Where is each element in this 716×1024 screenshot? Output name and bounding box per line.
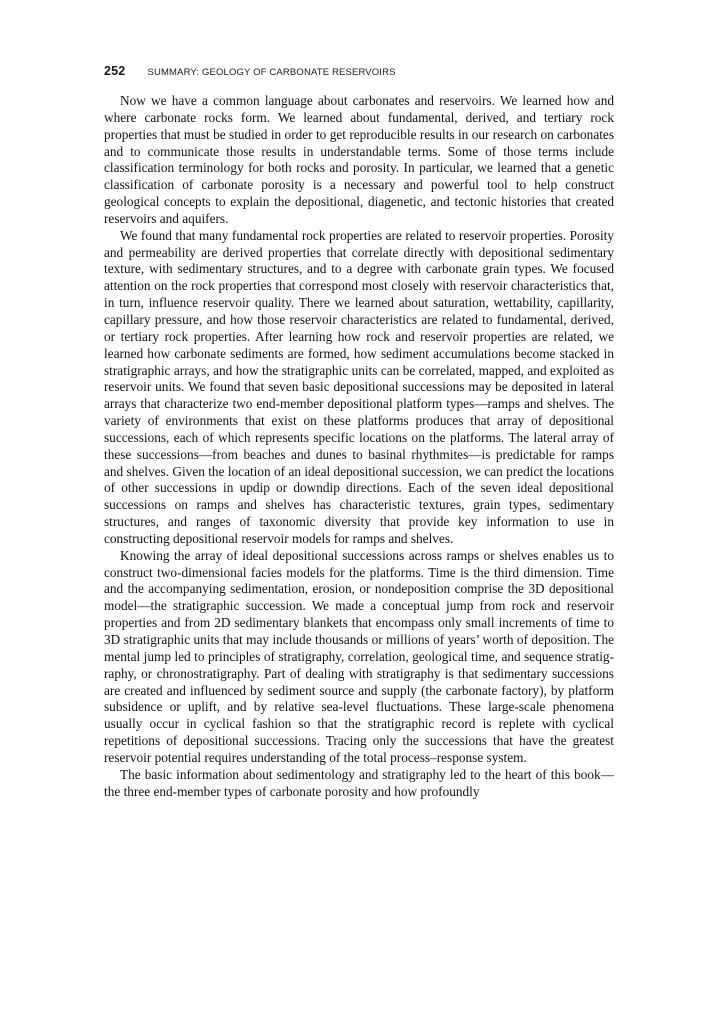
paragraph-2: We found that many fundamental rock properties are related to reservoir properties. Porosity and permeability are derived properties that correlate directly with depositional sedimentary texture, with sedimentary structures, and to a degree with carbonate grain types. We focused attention on the rock properties that correspond most closely with reservoir characteristics that, in turn, influence reservoir quality. There we learned about saturation, wettability, capillarity, capillary pressure, and how those reservoir characteristics are related to fundamental, derived, or tertiary rock properties. After learning how rock and reservoir properties are related, we learned how carbonate sediments are formed, how sediment accumulations become stacked in stratigraphic arrays, and how the stratigraphic units can be correlated, mapped, and exploited as reservoir units. We found that seven basic depositional successions may be deposited in lateral arrays that characterize two end-member depositional platform types—ramps and shelves. The variety of environments that exist on these platforms produces that array of depositional successions, each of which represents specific locations on the platforms. The lateral array of these successions—from beaches and dunes to basinal rhythmites—is predictable for ramps and shelves. Given the location of an ideal depositional succession, we can predict the locations of other successions in updip or downdip directions. Each of the seven ideal depositional successions on ramps and shelves has characteristic textures, grain types, sedimentary structures, and ranges of taxonomic diversity that provide key information to use in constructing depositional reservoir models for ramps and shelves. (104, 227, 614, 546)
paragraph-1: Now we have a common language about carbonates and reservoirs. We learned how and where carbonate rocks form. We learned about fundamental, derived, and tertiary rock properties that must be studied in order to get reproducible results in our research on carbonates and to communicate those results in understandable terms. Some of those terms include classification terminology for both rocks and porosity. In particular, we learned that a genetic classification of carbonate porosity is a necessary and powerful tool to help construct geological concepts to explain the depositional, diagenetic, and tectonic histories that created reservoirs and aquifers. (104, 93, 614, 226)
running-header (104, 62, 614, 80)
body-text (104, 93, 614, 800)
running-head-title: SUMMARY: GEOLOGY OF CARBONATE RESERVOIRS (147, 67, 396, 78)
paragraph-3: Knowing the array of ideal depositional successions across ramps or shelves enables us to construct two-dimensional facies models for the platforms. Time is the third dimension. Time and the accompanying sedimentation, erosion, or nondeposition comprise the 3D depositional model—the stratigraphic succession. We made a conceptual jump from rock and reservoir properties and from 2D sedimentary blankets that encompass only small increments of time to 3D stratigraphic units that may include thousands or millions of years’ worth of deposition. The mental jump led to principles of stratigraphy, correlation, geological time, and sequence stratigraphy, or chronostratigraphy. Part of dealing with stratigraphy is that sedimentary successions are created and influenced by sediment source and supply (the carbonate factory), by platform subsidence or uplift, and by relative sea-level fluctuations. These large-scale phenomena usually occur in cyclical fashion so that the stratigraphic record is replete with cyclical repetitions of depositional successions. Tracing only the successions that have the greatest reservoir potential requires understanding of the total process–response system. (104, 547, 614, 765)
paragraph-4: The basic information about sedimentology and stratigraphy led to the heart of this book—the three end-member types of carbonate porosity and how profoundly (104, 766, 614, 799)
page-number: 252 (104, 64, 126, 78)
